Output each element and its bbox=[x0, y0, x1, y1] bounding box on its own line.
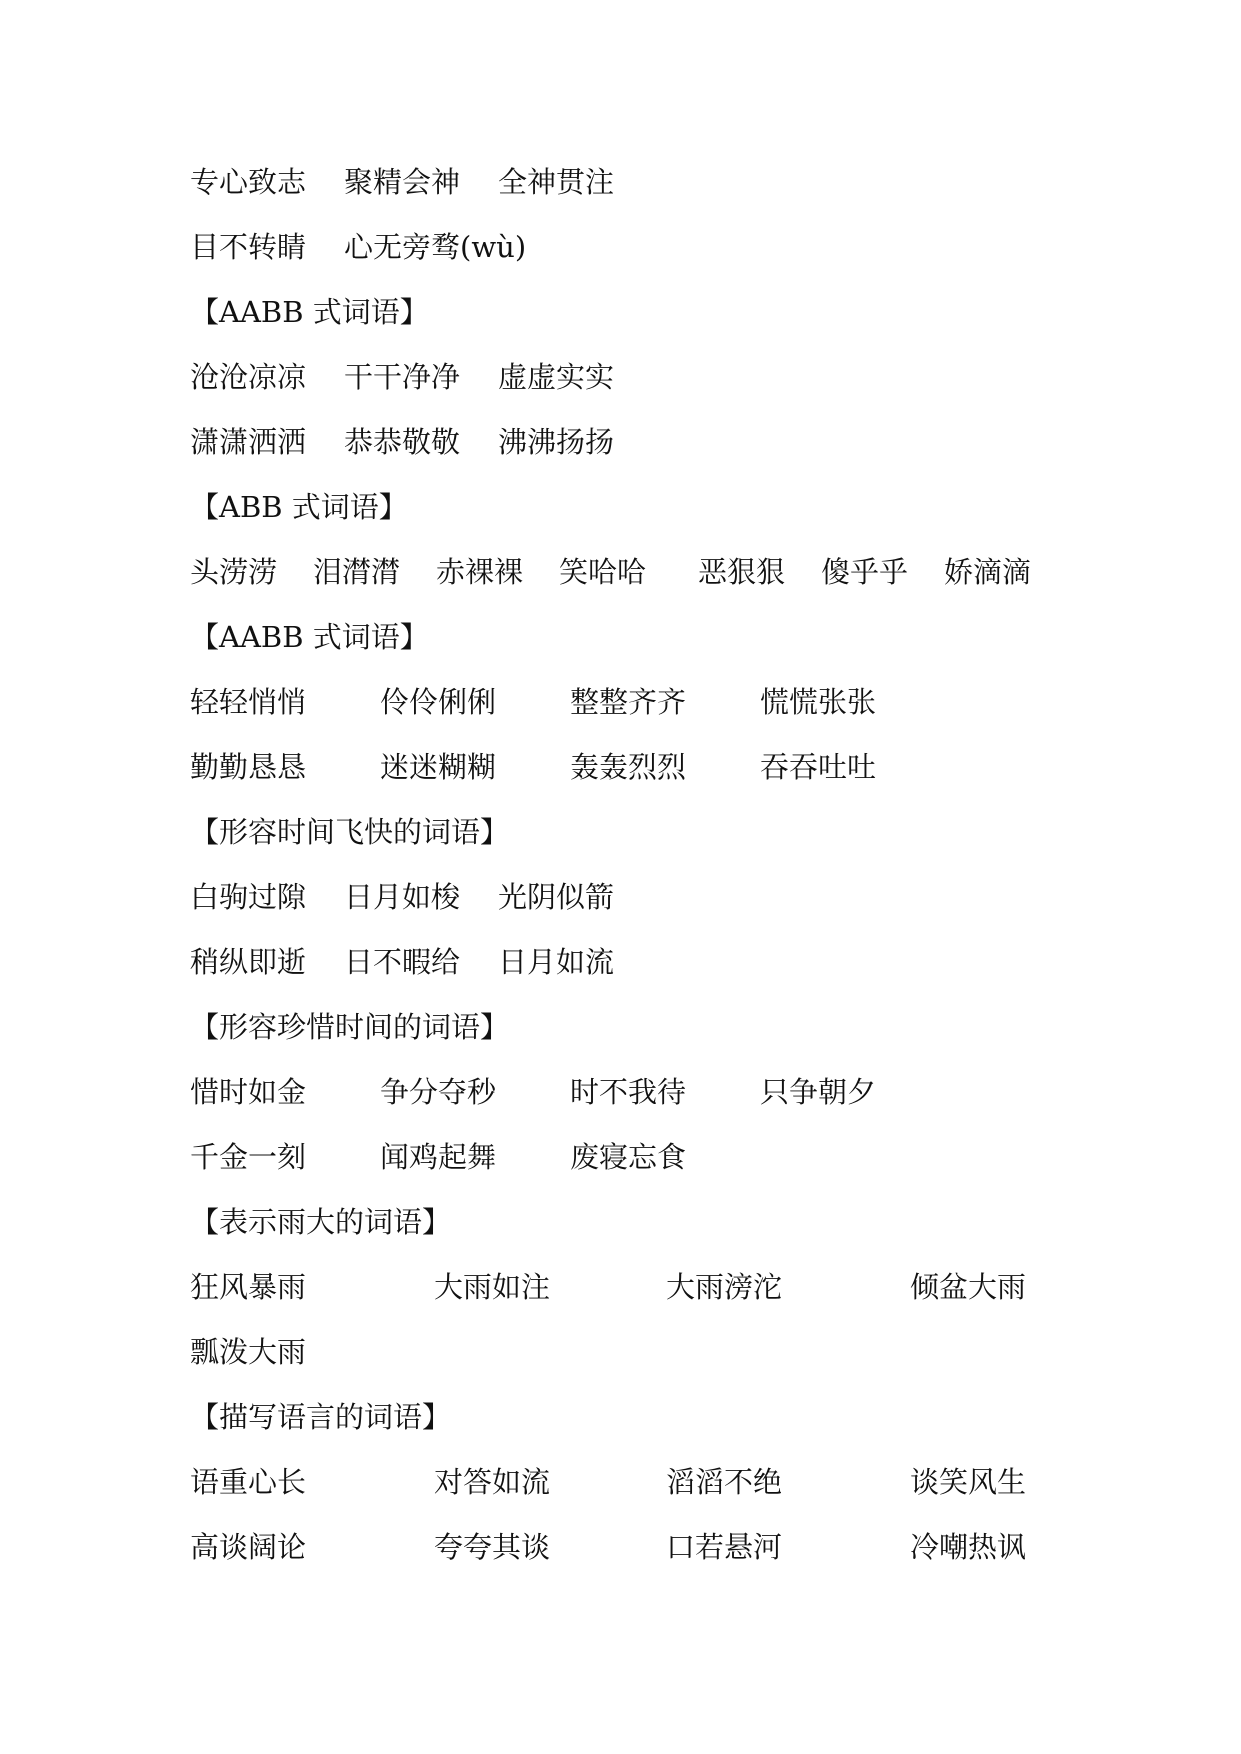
word-item: 慌慌张张 bbox=[760, 685, 877, 719]
section-heading: 【ABB 式词语】 bbox=[190, 490, 408, 524]
word-item: 轻轻悄悄 bbox=[190, 685, 307, 719]
word-item: 笑哈哈 bbox=[559, 555, 647, 589]
word-item: 吞吞吐吐 bbox=[760, 750, 877, 784]
word-item: 惜时如金 bbox=[190, 1075, 307, 1109]
word-item: 光阴似箭 bbox=[498, 880, 615, 914]
word-item: 虚虚实实 bbox=[498, 360, 615, 394]
word-item: 夸夸其谈 bbox=[434, 1530, 551, 1564]
section-heading: 【AABB 式词语】 bbox=[190, 295, 429, 329]
word-item: 心无旁骛(wù) bbox=[344, 230, 527, 264]
section-heading: 【描写语言的词语】 bbox=[190, 1400, 452, 1434]
word-item: 滔滔不绝 bbox=[666, 1465, 783, 1499]
word-item: 泪潸潸 bbox=[313, 555, 401, 589]
word-item: 恭恭敬敬 bbox=[344, 425, 461, 459]
word-item: 轰轰烈烈 bbox=[570, 750, 687, 784]
word-item: 对答如流 bbox=[434, 1465, 551, 1499]
word-item: 娇滴滴 bbox=[944, 555, 1032, 589]
section-heading: 【AABB 式词语】 bbox=[190, 620, 429, 654]
word-item: 傻乎乎 bbox=[821, 555, 909, 589]
word-item: 干干净净 bbox=[344, 360, 461, 394]
word-item: 专心致志 bbox=[190, 165, 307, 199]
word-item: 赤裸裸 bbox=[436, 555, 524, 589]
word-item: 日月如梭 bbox=[344, 880, 461, 914]
word-item: 只争朝夕 bbox=[760, 1075, 877, 1109]
word-item: 高谈阔论 bbox=[190, 1530, 307, 1564]
word-item: 白驹过隙 bbox=[190, 880, 307, 914]
word-item: 日月如流 bbox=[498, 945, 615, 979]
word-item: 倾盆大雨 bbox=[910, 1270, 1027, 1304]
word-item: 潇潇洒洒 bbox=[190, 425, 307, 459]
word-item: 瓢泼大雨 bbox=[190, 1335, 307, 1369]
word-item: 沧沧凉凉 bbox=[190, 360, 307, 394]
word-item: 稍纵即逝 bbox=[190, 945, 307, 979]
word-item: 语重心长 bbox=[190, 1465, 307, 1499]
word-item: 冷嘲热讽 bbox=[910, 1530, 1027, 1564]
word-item: 伶伶俐俐 bbox=[380, 685, 497, 719]
word-item: 废寝忘食 bbox=[570, 1140, 687, 1174]
word-item: 大雨如注 bbox=[434, 1270, 551, 1304]
word-item: 时不我待 bbox=[570, 1075, 687, 1109]
section-heading: 【形容时间飞快的词语】 bbox=[190, 815, 510, 849]
word-item: 目不转睛 bbox=[190, 230, 307, 264]
word-item: 迷迷糊糊 bbox=[380, 750, 497, 784]
word-item: 日不暇给 bbox=[344, 945, 461, 979]
word-item: 勤勤恳恳 bbox=[190, 750, 307, 784]
word-item: 口若悬河 bbox=[666, 1530, 783, 1564]
word-item: 整整齐齐 bbox=[570, 685, 687, 719]
word-item: 恶狠狠 bbox=[698, 555, 786, 589]
word-item: 狂风暴雨 bbox=[190, 1270, 307, 1304]
section-heading: 【表示雨大的词语】 bbox=[190, 1205, 452, 1239]
word-item: 争分夺秒 bbox=[380, 1075, 497, 1109]
word-item: 全神贯注 bbox=[498, 165, 615, 199]
word-item: 谈笑风生 bbox=[910, 1465, 1027, 1499]
word-item: 头涝涝 bbox=[190, 555, 278, 589]
section-heading: 【形容珍惜时间的词语】 bbox=[190, 1010, 510, 1044]
word-item: 聚精会神 bbox=[344, 165, 461, 199]
word-item: 闻鸡起舞 bbox=[380, 1140, 497, 1174]
word-item: 沸沸扬扬 bbox=[498, 425, 615, 459]
word-item: 千金一刻 bbox=[190, 1140, 307, 1174]
word-item: 大雨滂沱 bbox=[666, 1270, 783, 1304]
